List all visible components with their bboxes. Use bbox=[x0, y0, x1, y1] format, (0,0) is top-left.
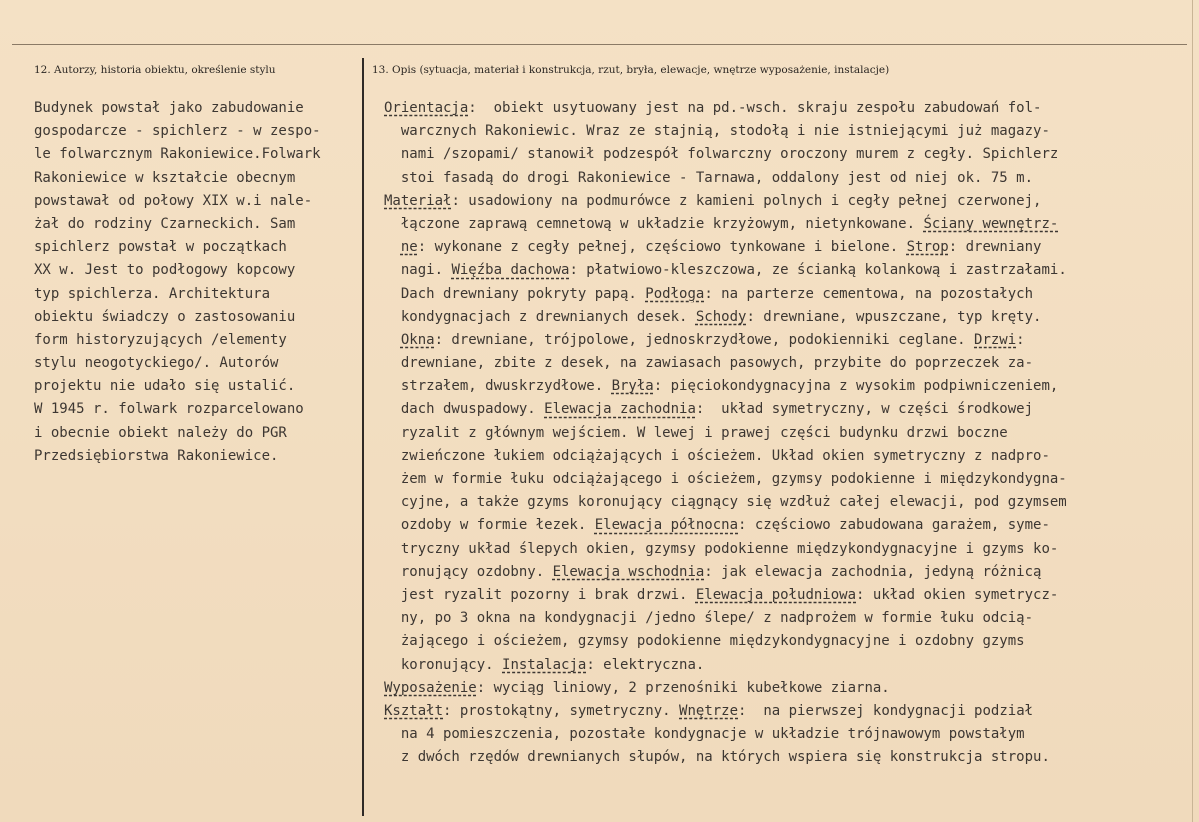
top-rule bbox=[12, 44, 1187, 45]
text-segment bbox=[384, 239, 401, 255]
text-segment: : częściowo zabudowana garażem, syme- bbox=[738, 517, 1050, 534]
history-line: form historyzujących /elementy bbox=[34, 331, 287, 348]
field-label: Elewacja północna bbox=[594, 517, 739, 534]
text-segment: z dwóch rzędów drewnianych słupów, na których wspiera się konstrukcja stropu. bbox=[384, 749, 1050, 766]
text-segment: : prostokątny, symetryczny. bbox=[443, 702, 680, 719]
description-line bbox=[384, 306, 1067, 329]
section-12-header: 12. Autorzy, historia obiektu, określenie stylu bbox=[34, 64, 276, 76]
description-line bbox=[384, 723, 1067, 746]
text-segment: : usadowiony na podmurówce z kamieni polnych i cegły pełnej czerwonej, bbox=[451, 192, 1042, 209]
description-line bbox=[384, 398, 1067, 421]
history-text bbox=[34, 97, 321, 468]
text-segment: drewniane, zbite z desek, na zawiasach pasowych, przybite do poprzeczek za- bbox=[384, 355, 1034, 372]
text-segment: : na pierwszej kondygnacji podział bbox=[738, 702, 1034, 719]
description-line bbox=[384, 422, 1067, 445]
text-segment: : obiekt usytuowany jest na pd.-wsch. skraju zespołu zabudowań fol- bbox=[468, 100, 1042, 116]
text-segment: żem w formie łuku odciążającego i ościeżem, gzymsy podokienne i międzykondygna- bbox=[384, 471, 1067, 487]
text-segment: Dach drewniany pokryty papą. bbox=[384, 285, 646, 302]
description-line bbox=[384, 584, 1067, 607]
text-segment: ronujący ozdobny. bbox=[384, 563, 553, 580]
history-line: powstawał od połowy XIX w.i nale- bbox=[34, 192, 313, 209]
description-line bbox=[384, 677, 1067, 700]
text-segment: : bbox=[1016, 331, 1025, 348]
description-line bbox=[384, 630, 1067, 653]
description-line bbox=[384, 538, 1067, 561]
text-segment: koronujący. bbox=[384, 656, 503, 673]
field-label: Instalacja bbox=[502, 656, 587, 673]
field-label: Elewacja południowa bbox=[695, 586, 857, 603]
field-label: Więźba dachowa bbox=[451, 262, 570, 279]
history-line: stylu neogotyckiego/. Autorów bbox=[34, 355, 279, 372]
text-segment: kondygnacjach z drewnianych desek. bbox=[384, 308, 696, 325]
description-line bbox=[384, 607, 1067, 630]
field-label: Drzwi bbox=[974, 331, 1017, 348]
text-segment: ryzalit z głównym wejściem. W lewej i prawej części budynku drzwi boczne bbox=[384, 424, 1008, 441]
field-label: Materiał bbox=[384, 192, 452, 209]
text-segment: zwieńczone łukiem odciążających i ościeżem. Układ okien symetryczny z nadpro- bbox=[384, 447, 1050, 464]
history-line: projektu nie udało się ustalić. bbox=[34, 378, 296, 395]
description-line bbox=[384, 329, 1067, 352]
text-segment: warcznych Rakoniewic. Wraz ze stajnią, stodołą i nie istniejącymi już magazy- bbox=[384, 123, 1050, 140]
field-label: Elewacja zachodnia bbox=[544, 401, 696, 418]
text-segment: cyjne, a także gzyms koronujący ciągnący się wzdłuż całej elewacji, pod gzymsem bbox=[384, 494, 1067, 511]
description-line bbox=[384, 491, 1067, 514]
text-segment: : jak elewacja zachodnia, jedyną różnicą bbox=[704, 563, 1042, 580]
description-line bbox=[384, 514, 1067, 537]
history-line: obiektu świadczy o zastosowaniu bbox=[34, 308, 296, 325]
field-label: Wnętrze bbox=[679, 702, 739, 719]
text-segment: : drewniany bbox=[948, 239, 1042, 256]
text-segment: : drewniane, wpuszczane, typ kręty. bbox=[746, 308, 1042, 325]
description-line bbox=[384, 445, 1067, 468]
text-segment: jest ryzalit pozorny i brak drzwi. bbox=[384, 586, 696, 603]
description-line bbox=[384, 468, 1067, 491]
text-segment: : elektryczna. bbox=[586, 656, 705, 673]
field-label: Kształt bbox=[384, 702, 444, 719]
description-line bbox=[384, 561, 1067, 584]
text-segment: nami /szopami/ stanowił podzespół folwarczny oroczony murem z cegły. Spichlerz bbox=[384, 146, 1059, 163]
field-label: Okna bbox=[400, 331, 435, 348]
column-divider bbox=[362, 58, 364, 816]
description-line bbox=[384, 236, 1067, 259]
field-label: Orientacja bbox=[384, 100, 469, 116]
field-label: Podłoga bbox=[645, 285, 705, 302]
description-line bbox=[384, 143, 1067, 166]
text-segment: nagi. bbox=[384, 262, 452, 279]
text-segment: łączone zaprawą cemnetową w układzie krzyżowym, nietynkowane. bbox=[384, 215, 924, 232]
text-segment: ny, po 3 okna na kondygnacji /jedno ślepe/ z nadprożem w formie łuku odcią- bbox=[384, 610, 1034, 627]
description-line bbox=[384, 352, 1067, 375]
text-segment: strzałem, dwuskrzydłowe. bbox=[384, 378, 612, 395]
description-line bbox=[384, 746, 1067, 769]
description-line bbox=[384, 259, 1067, 282]
text-segment: : płatwiowo-kleszczowa, ze ścianką kolankową i zastrzałami. bbox=[569, 262, 1067, 279]
field-label: Ściany wewnętrz- bbox=[923, 215, 1059, 232]
history-line: żał do rodziny Czarneckich. Sam bbox=[34, 215, 296, 232]
field-label: Elewacja wschodnia bbox=[552, 563, 705, 580]
section-13-header: 13. Opis (sytuacja, materiał i konstrukcja, rzut, bryła, elewacje, wnętrze wyposażenie, instalacje) bbox=[372, 64, 890, 76]
description-line bbox=[384, 120, 1067, 143]
text-segment: na 4 pomieszczenia, pozostałe kondygnacje w układzie trójnawowym powstałym bbox=[384, 726, 1025, 743]
history-line: Rakoniewice w kształcie obecnym bbox=[34, 169, 296, 186]
text-segment: : wyciąg liniowy, 2 przenośniki kubełkowe ziarna. bbox=[476, 679, 890, 696]
text-segment: : układ okien symetrycz- bbox=[856, 586, 1059, 603]
description-line bbox=[384, 375, 1067, 398]
history-line: XX w. Jest to podłogowy kopcowy bbox=[34, 262, 296, 279]
description-line bbox=[384, 190, 1067, 213]
description-line bbox=[384, 283, 1067, 306]
description-line bbox=[384, 654, 1067, 677]
text-segment bbox=[384, 332, 401, 348]
history-line: Budynek powstał jako zabudowanie bbox=[34, 100, 304, 116]
description-line bbox=[384, 167, 1067, 190]
history-line: gospodarcze - spichlerz - w zespo- bbox=[34, 123, 321, 140]
text-segment: : na parterze cementowa, na pozostałych bbox=[704, 285, 1034, 302]
history-line: i obecnie obiekt należy do PGR bbox=[34, 424, 287, 441]
history-line: le folwarcznym Rakoniewice.Folwark bbox=[34, 146, 321, 163]
text-segment: tryczny układ ślepych okien, gzymsy podokienne międzykondygnacyjne i gzyms ko- bbox=[384, 540, 1059, 557]
field-label: ne bbox=[400, 239, 418, 256]
text-segment: : układ symetryczny, w części środkowej bbox=[695, 401, 1034, 418]
field-label: Bryła bbox=[611, 378, 654, 395]
text-segment: : pięciokondygnacyjna z wysokim podpiwniczeniem, bbox=[653, 378, 1059, 395]
history-line: typ spichlerza. Architektura bbox=[34, 285, 271, 302]
card-edge bbox=[1192, 0, 1193, 822]
history-line: spichlerz powstał w początkach bbox=[34, 239, 287, 256]
field-label: Wyposażenie bbox=[384, 679, 477, 696]
text-segment: stoi fasadą do drogi Rakoniewice - Tarnawa, oddalony jest od niej ok. 75 m. bbox=[384, 169, 1034, 186]
history-line: W 1945 r. folwark rozparcelowano bbox=[34, 401, 304, 418]
text-segment: : wykonane z cegły pełnej, częściowo tynkowane i bielone. bbox=[417, 239, 907, 256]
field-label: Schody bbox=[695, 308, 747, 325]
description-line bbox=[384, 97, 1067, 120]
text-segment: ozdoby w formie łezek. bbox=[384, 517, 595, 534]
text-segment: żającego i ościeżem, gzymsy podokienne międzykondygnacyjne i ozdobny gzyms bbox=[384, 633, 1025, 650]
text-segment: dach dwuspadowy. bbox=[384, 401, 545, 418]
description-text bbox=[384, 97, 1067, 769]
description-line bbox=[384, 700, 1067, 723]
history-line: Przedsiębiorstwa Rakoniewice. bbox=[34, 447, 279, 464]
description-line bbox=[384, 213, 1067, 236]
text-segment: : drewniane, trójpolowe, jednoskrzydłowe, podokienniki ceglane. bbox=[434, 331, 975, 348]
field-label: Strop bbox=[906, 239, 949, 256]
